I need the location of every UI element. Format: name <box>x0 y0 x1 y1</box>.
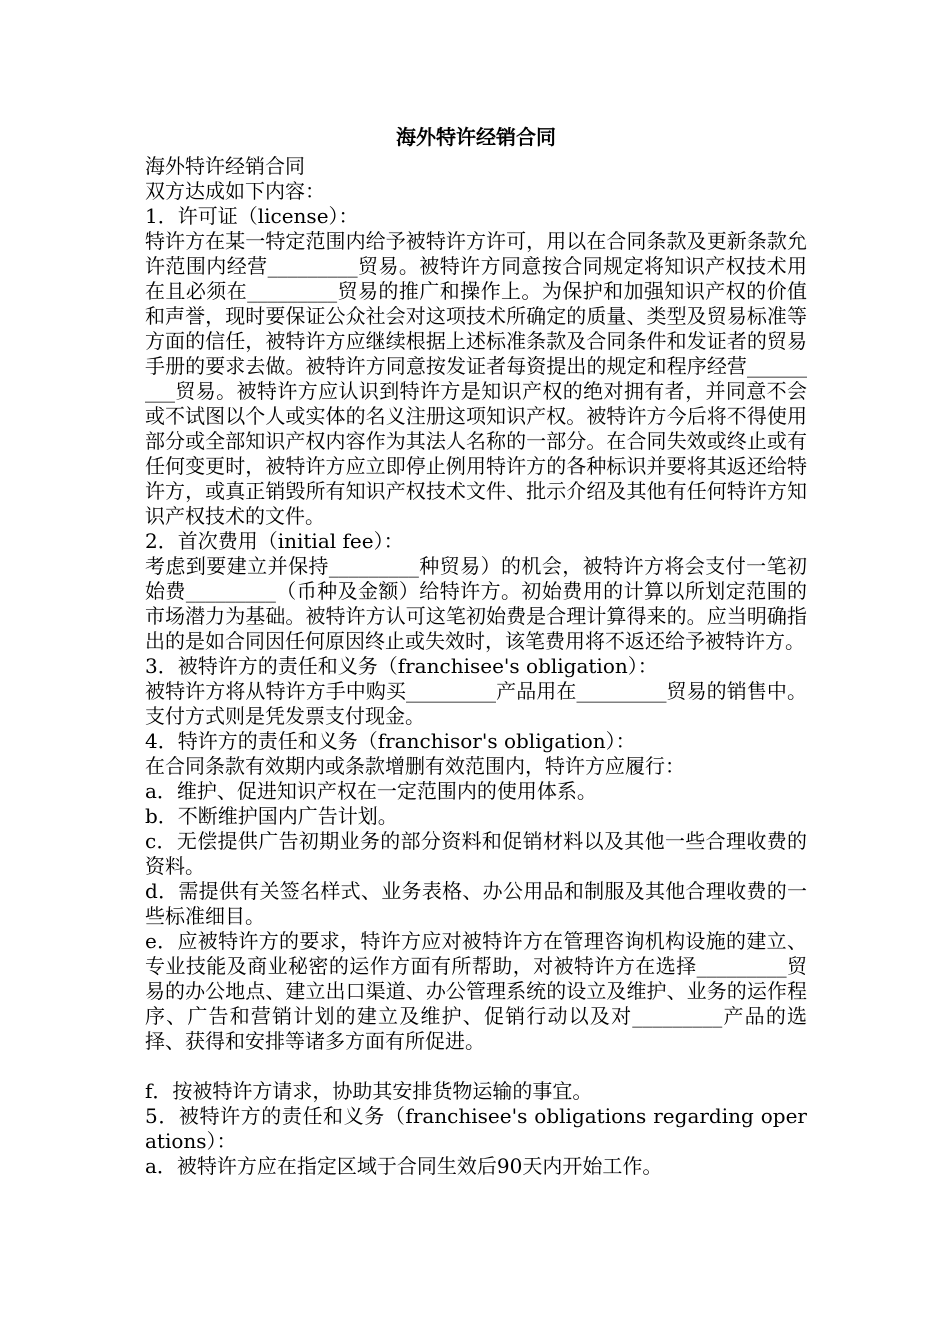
document-page <box>145 120 807 1179</box>
section-1-heading: 1．许可证（license）： <box>145 204 359 228</box>
section-4-item-f: f．按被特许方请求，协助其安排货物运输的事宜。 <box>145 1079 593 1103</box>
section-1-body: 特许方在某一特定范围内给予被特许方许可，用以在合同条款及更新条款允许范围内经营_________贸易。被特许方同意按合同规定将知识产权技术用在且必须在_________贸易的推广和操作上。为保护和加强知识产权的价值和声誉，现时要保证公众社会对这项技术所确定的质量、类型及贸易标准等方面的信任，被特许方应继续根据上述标准条款及合同条件和发证者的贸易手册的要求去做。被特许方同意按发证者每资提出的规定和程序经营_________贸易。被特许方应认识到特许方是知识产权的绝对拥有者，并同意不会或不试图以个人或实体的名义注册这项知识产权。被特许方今后将不得使用部分或全部知识产权内容作为其法人名称的一部分。在合同失效或终止或有任何变更时，被特许方应立即停止例用特许方的各种标识并要将其返还给特许方，或真正销毁所有知识产权技术文件、批示介绍及其他有任何特许方知识产权技术的文件。 <box>145 229 807 528</box>
section-5-heading: 5．被特许方的责任和义务（franchisee's obligations regarding operations）： <box>145 1104 807 1153</box>
section-4-item-c: c．无偿提供广告初期业务的部分资料和促销材料以及其他一些合理收费的资料。 <box>145 829 807 878</box>
document-heading-repeat: 海外特许经销合同 <box>145 154 305 178</box>
section-4-item-d: d．需提供有关签名样式、业务表格、办公用品和制服及其他合理收费的一些标准细目。 <box>145 879 807 928</box>
section-4-item-e: e．应被特许方的要求，特许方应对被特许方在管理咨询机构设施的建立、专业技能及商业秘密的运作方面有所帮助，对被特许方在选择_________贸易的办公地点、建立出口渠道、办公管理系统的设立及维护、业务的运作程序、广告和营销计划的建立及维护、促销行动以及对_________产品的选择、获得和安排等诸多方面有所促进。 <box>145 929 807 1053</box>
section-4-item-b: b．不断维护国内广告计划。 <box>145 804 398 828</box>
section-2-heading: 2．首次费用（initial fee）： <box>145 529 404 553</box>
section-4-item-a: a．维护、促进知识产权在一定范围内的使用体系。 <box>145 779 597 803</box>
section-3-heading: 3．被特许方的责任和义务（franchisee's obligation）： <box>145 654 658 678</box>
section-4-heading: 4．特许方的责任和义务（franchisor's obligation）： <box>145 729 636 753</box>
section-5-item-a: a．被特许方应在指定区域于合同生效后90天内开始工作。 <box>145 1154 663 1178</box>
section-4-intro: 在合同条款有效期内或条款增删有效范围内，特许方应履行： <box>145 754 685 778</box>
section-2-body: 考虑到要建立并保持_________种贸易）的机会，被特许方将会支付一笔初始费_________（币种及金额）给特许方。初始费用的计算以所划定范围的市场潜力为基础。被特许方认可这笔初始费是合理计算得来的。应当明确指出的是如合同因任何原因终止或失效时，该笔费用将不返还给予被特许方。 <box>145 554 807 653</box>
section-3-body: 被特许方将从特许方手中购买_________产品用在_________贸易的销售中。支付方式则是凭发票支付现金。 <box>145 679 807 728</box>
intro-line: 双方达成如下内容： <box>145 179 325 203</box>
blank-line <box>145 1054 807 1079</box>
document-title: 海外特许经销合同 <box>396 125 556 149</box>
